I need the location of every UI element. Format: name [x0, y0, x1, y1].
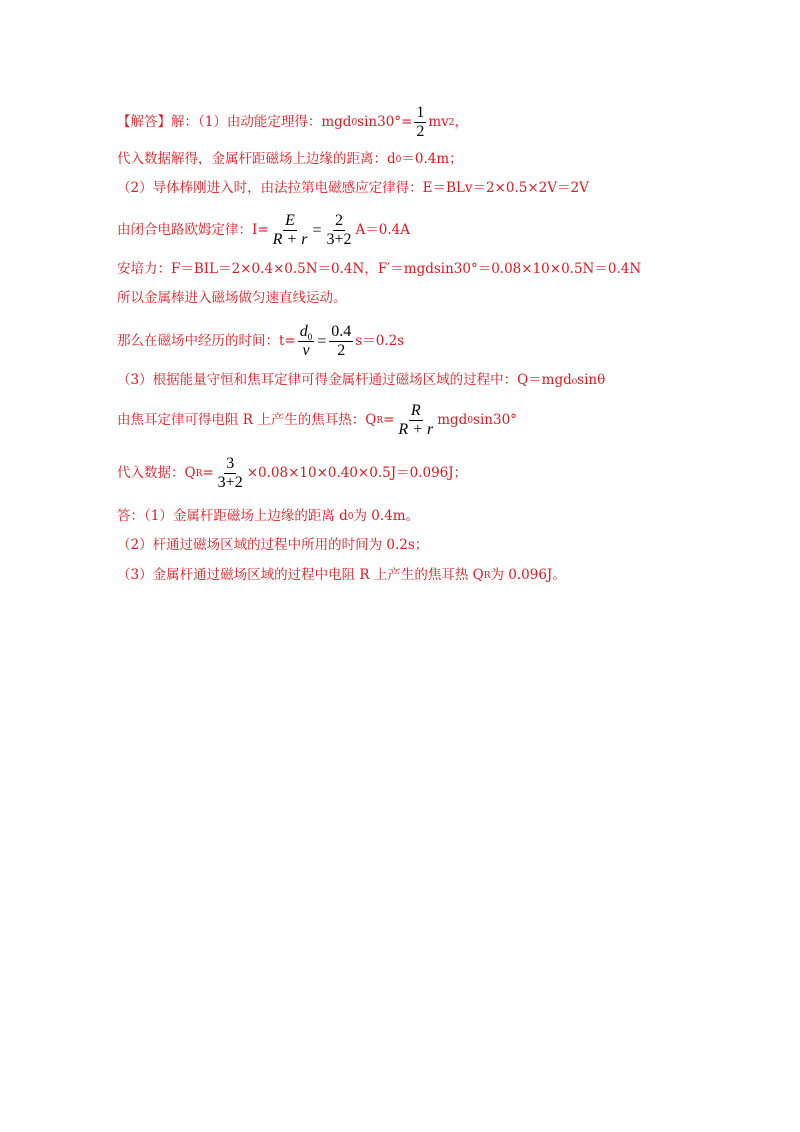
- fraction-denominator: 3+2: [217, 474, 243, 492]
- line-1-mid: sin30°=: [357, 114, 413, 131]
- fraction-numerator: 1: [414, 104, 426, 123]
- answer-line-3: （3）金属杆通过磁场区域的过程中电阻 R 上产生的焦耳热 Q R 为 0.096J。: [117, 567, 566, 583]
- line-3-text: （2）导体棒刚进入时，由法拉第电磁感应定律得：E＝BLv＝2×0.5×2V＝2V: [117, 180, 589, 196]
- fraction-3-over-5: [216, 455, 245, 493]
- fraction-denominator: R + r: [398, 421, 434, 439]
- line-7-text: 那么在磁场中经历的时间：t=: [117, 333, 296, 350]
- line-4-text: 由闭合电路欧姆定律：I=: [117, 222, 269, 239]
- answer-line-2: [117, 539, 428, 553]
- solution-line-6: [117, 292, 347, 306]
- fraction-04-over-2: [329, 323, 353, 361]
- fraction-denominator: 2: [416, 123, 425, 141]
- equals-sign: =: [383, 412, 395, 429]
- fraction-numerator: R: [409, 402, 423, 421]
- answer-tag: 【解答】: [117, 114, 171, 131]
- solution-line-10: 代入数据：Q R = $\frac{3}{3+2}$ ×0.08×10×0.40×0.5J＝0.096J；: [117, 455, 468, 492]
- fraction-denominator: R + r: [272, 231, 308, 249]
- solution-line-5: [117, 263, 641, 277]
- solution-line-2: 代入数据解得，金属杆距磁场上边缘的距离：d 0 ＝0.4m；: [117, 151, 463, 167]
- fraction-numerator: 3: [224, 455, 236, 474]
- fraction-denominator: 3+2: [326, 231, 352, 249]
- line-7-post: s＝0.2s: [355, 333, 405, 350]
- fraction-numerator: 0.4: [329, 323, 353, 342]
- fraction-two-over-five: [324, 212, 353, 250]
- answer-2-text: （2）杆通过磁场区域的过程中所用的时间为 0.2s；: [117, 537, 429, 553]
- solution-line-3: [117, 182, 589, 196]
- fraction-denominator: 2: [337, 342, 346, 360]
- answer-line-1: 答：（1）金属杆距磁场上边缘的距离 d 0 为 0.4m。: [117, 508, 420, 524]
- fraction-numerator: 2: [333, 212, 345, 231]
- answer-1-text: 答：（1）金属杆距磁场上边缘的距离 d: [117, 508, 348, 524]
- line-2-text: 代入数据解得，金属杆距磁场上边缘的距离：d: [117, 151, 396, 167]
- line-5-text: 安培力：F＝BIL＝2×0.4×0.5N＝0.4N，F′＝mgdsin30°＝0.08×10×0.5N＝0.4N: [117, 261, 642, 277]
- solution-line-8: [117, 374, 605, 388]
- line-4-post: A＝0.4A: [355, 222, 410, 239]
- fraction-numerator: [298, 323, 315, 342]
- answer-1-post: 为 0.4m。: [353, 508, 420, 524]
- fraction-numerator: E: [283, 212, 297, 231]
- line-10-text: 代入数据：Q: [117, 465, 196, 482]
- line-8-text: （3）根据能量守恒和焦耳定律可得金属杆通过磁场区域的过程中：Q＝mgd₀sinθ: [117, 372, 606, 388]
- fraction-d0-over-v: [298, 323, 315, 361]
- subscript: 0: [307, 332, 313, 343]
- line-9-post: mgd: [437, 412, 468, 429]
- line-10-post: ×0.08×10×0.40×0.5J＝0.096J；: [246, 465, 468, 482]
- line-2-post: ＝0.4m；: [401, 151, 463, 167]
- line-9-end: sin30°: [473, 412, 517, 429]
- solution-line-9: 由焦耳定律可得电阻 R 上产生的焦耳热：Q R = $\frac{R}{R + r}$ mgd 0 sin30°: [117, 402, 517, 439]
- numerator-d: d: [299, 323, 308, 340]
- fraction-e-over-r: [271, 212, 310, 250]
- line-1-end: ，: [454, 114, 469, 131]
- line-9-text: 由焦耳定律可得电阻 R 上产生的焦耳热：Q: [117, 412, 377, 429]
- equals-sign: =: [202, 465, 214, 482]
- solution-line-4: [117, 212, 410, 250]
- fraction-r-over-rr: [396, 402, 435, 440]
- answer-3-text: （3）金属杆通过磁场区域的过程中电阻 R 上产生的焦耳热 Q: [117, 567, 484, 583]
- fraction-denominator: v: [302, 342, 310, 360]
- line-1-text: 解：（1）由动能定理得：mgd: [171, 114, 352, 131]
- answer-3-post: 为 0.096J。: [490, 567, 566, 583]
- solution-line-7: [117, 323, 404, 361]
- fraction-half: [414, 104, 426, 142]
- equals-sign: =: [317, 332, 327, 350]
- equals-sign: =: [312, 221, 322, 239]
- solution-line-1: 【解答】 解：（1）由动能定理得：mgd 0 sin30°= $\frac{1}{2}$ mv 2 ，: [117, 104, 469, 141]
- line-1-post: mv: [428, 114, 449, 131]
- line-6-text: 所以金属棒进入磁场做匀速直线运动。: [117, 290, 347, 306]
